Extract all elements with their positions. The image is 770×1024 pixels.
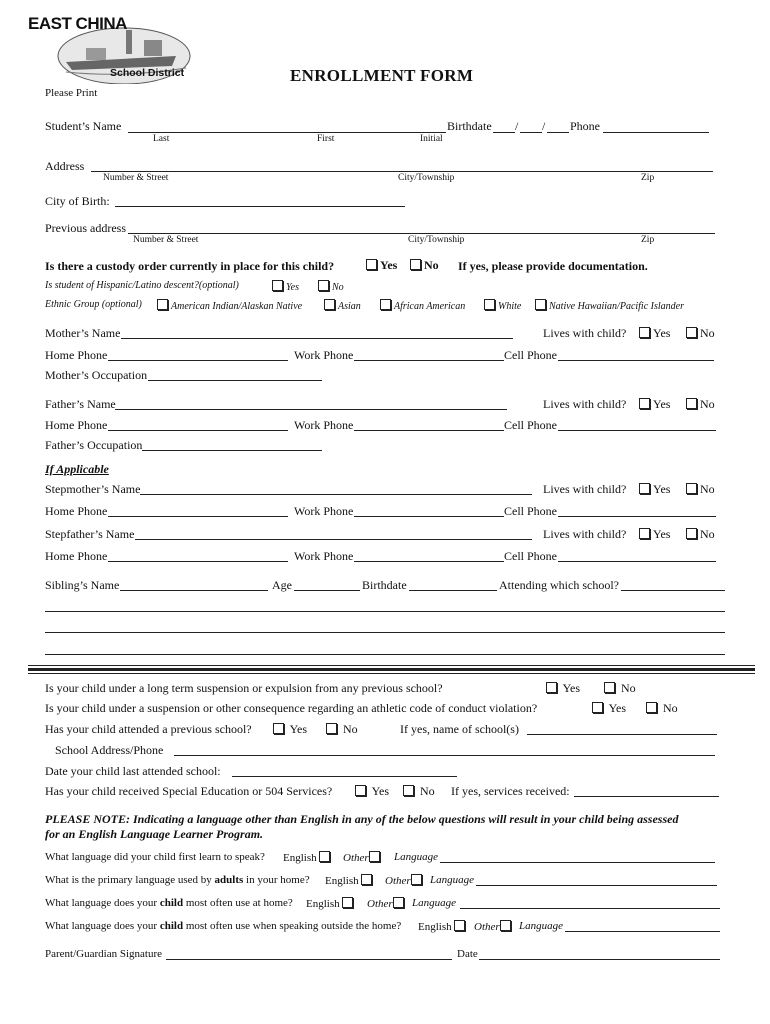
services-received-field[interactable]: [574, 796, 719, 797]
stepmother-name-field[interactable]: [140, 494, 532, 495]
birthdate-label: Birthdate: [447, 119, 492, 133]
lives-with-label: Lives with child?: [543, 326, 627, 340]
english-option[interactable]: English: [306, 897, 356, 910]
stepfather-lives-yes-option[interactable]: Yes: [639, 527, 670, 542]
last-attended-label: Date your child last attended school:: [45, 764, 221, 778]
stepmother-lives-no-option[interactable]: No: [686, 482, 715, 497]
sub-label-first: First: [317, 134, 335, 144]
sub-label-zip: Zip: [641, 235, 655, 245]
checkbox-icon[interactable]: [403, 785, 414, 796]
father-home-phone-field[interactable]: [108, 430, 288, 431]
checkbox-icon[interactable]: [342, 897, 353, 908]
work-phone-label: Work Phone: [294, 504, 354, 518]
sibling-age-field[interactable]: [294, 590, 360, 591]
hispanic-yes-option[interactable]: Yes: [272, 280, 299, 293]
father-lives-no-option[interactable]: No: [686, 397, 715, 412]
language-label: Language: [394, 851, 438, 863]
custody-note: If yes, please provide documentation.: [458, 259, 648, 273]
other-option[interactable]: Other: [385, 874, 425, 887]
cell-phone-label: Cell Phone: [504, 504, 557, 518]
sibling-line-field[interactable]: [45, 611, 725, 612]
father-name-field[interactable]: [115, 409, 507, 410]
language-adults-field[interactable]: [476, 885, 717, 886]
checkbox-icon[interactable]: [272, 280, 283, 291]
city-of-birth-label: City of Birth:: [45, 194, 110, 208]
birthdate-month-field[interactable]: [493, 132, 515, 133]
suspension-yes-option[interactable]: Yes: [546, 681, 580, 696]
previous-school-no-option[interactable]: No: [326, 722, 358, 737]
signature-date-field[interactable]: [479, 959, 720, 960]
mother-lives-no-option[interactable]: No: [686, 326, 715, 341]
ethnic-group-label: Ethnic Group (optional): [45, 299, 142, 310]
stepfather-home-phone-field[interactable]: [108, 561, 288, 562]
ethnic-option-white[interactable]: White: [484, 299, 521, 312]
checkbox-icon[interactable]: [604, 682, 615, 693]
checkbox-icon[interactable]: [686, 398, 697, 409]
father-name-label: Father’s Name: [45, 397, 116, 411]
student-name-label: Student’s Name: [45, 119, 122, 133]
cell-phone-label: Cell Phone: [504, 549, 557, 563]
language-label: Language: [519, 920, 563, 932]
sibling-line-field[interactable]: [45, 654, 725, 655]
lives-with-label: Lives with child?: [543, 397, 627, 411]
special-ed-no-option[interactable]: No: [403, 784, 435, 799]
stepfather-work-phone-field[interactable]: [354, 561, 504, 562]
father-work-phone-field[interactable]: [354, 430, 504, 431]
stepfather-cell-phone-field[interactable]: [558, 561, 716, 562]
language-question-adults: What is the primary language used by adults in your home?: [45, 874, 310, 886]
previous-school-question: Has your child attended a previous school?: [45, 722, 252, 736]
sub-label-street: Number & Street: [103, 173, 169, 183]
sub-label-zip: Zip: [641, 173, 655, 183]
sibling-birthdate-field[interactable]: [409, 590, 497, 591]
cell-phone-label: Cell Phone: [504, 348, 557, 362]
signature-date-label: Date: [457, 948, 478, 960]
stepmother-name-label: Stepmother’s Name: [45, 482, 141, 496]
section-divider: [28, 668, 755, 671]
if-yes-school-label: If yes, name of school(s): [400, 722, 519, 736]
mother-occupation-label: Mother’s Occupation: [45, 368, 148, 382]
checkbox-icon[interactable]: [639, 327, 650, 338]
home-phone-label: Home Phone: [45, 504, 108, 518]
sub-label-street: Number & Street: [133, 235, 199, 245]
other-option[interactable]: Other: [474, 920, 514, 933]
district-logo: [26, 12, 201, 84]
athletic-question: Is your child under a suspension or other consequence regarding an athletic code of conduct violation?: [45, 701, 538, 715]
checkbox-icon[interactable]: [500, 920, 511, 931]
stepmother-cell-phone-field[interactable]: [558, 516, 716, 517]
signature-label: Parent/Guardian Signature: [45, 948, 162, 960]
school-address-label: School Address/Phone: [55, 743, 164, 757]
checkbox-icon[interactable]: [366, 259, 377, 270]
stepmother-home-phone-field[interactable]: [108, 516, 288, 517]
checkbox-icon[interactable]: [686, 483, 697, 494]
please-print-note: Please Print: [45, 87, 98, 99]
language-label: Language: [430, 874, 474, 886]
checkbox-icon[interactable]: [646, 702, 657, 713]
logo-top-text: EAST CHINA: [28, 14, 127, 33]
language-first-field[interactable]: [440, 862, 715, 863]
phone-label: Phone: [570, 119, 600, 133]
cell-phone-label: Cell Phone: [504, 418, 557, 432]
if-applicable-heading: If Applicable: [45, 462, 109, 476]
address-label: Address: [45, 159, 85, 173]
checkbox-icon[interactable]: [639, 398, 650, 409]
sibling-birthdate-label: Birthdate: [362, 578, 407, 592]
student-phone-field[interactable]: [603, 132, 709, 133]
language-label: Language: [412, 897, 456, 909]
previous-address-label: Previous address: [45, 221, 126, 235]
sub-label-last: Last: [153, 134, 170, 144]
checkbox-icon[interactable]: [454, 920, 465, 931]
checkbox-icon[interactable]: [369, 851, 380, 862]
school-address-field[interactable]: [174, 755, 715, 756]
work-phone-label: Work Phone: [294, 549, 354, 563]
ethnic-option-asian[interactable]: Asian: [324, 299, 361, 312]
mother-occupation-field[interactable]: [148, 380, 322, 381]
checkbox-icon[interactable]: [319, 851, 330, 862]
checkbox-icon[interactable]: [361, 874, 372, 885]
stepmother-work-phone-field[interactable]: [354, 516, 504, 517]
language-note-line2: for an English Language Learner Program.: [45, 827, 264, 841]
father-occupation-field[interactable]: [142, 450, 322, 451]
special-ed-yes-option[interactable]: Yes: [355, 784, 389, 799]
sibling-name-label: Sibling’s Name: [45, 578, 120, 592]
lives-with-label: Lives with child?: [543, 527, 627, 541]
section-divider: [28, 665, 755, 666]
city-of-birth-field[interactable]: [115, 206, 405, 207]
ethnic-option-african-american[interactable]: African American: [380, 299, 465, 312]
other-option[interactable]: Other: [367, 897, 407, 910]
date-slash: /: [515, 119, 519, 133]
checkbox-icon[interactable]: [546, 682, 557, 693]
work-phone-label: Work Phone: [294, 348, 354, 362]
athletic-yes-option[interactable]: Yes: [592, 701, 626, 716]
mother-name-label: Mother’s Name: [45, 326, 121, 340]
mother-home-phone-field[interactable]: [108, 360, 288, 361]
father-cell-phone-field[interactable]: [558, 430, 716, 431]
stepmother-lives-yes-option[interactable]: Yes: [639, 482, 670, 497]
work-phone-label: Work Phone: [294, 418, 354, 432]
language-question-first: What language did your child first learn to speak?: [45, 851, 265, 863]
suspension-question: Is your child under a long term suspension or expulsion from any previous school?: [45, 681, 443, 695]
if-yes-services-label: If yes, services received:: [451, 784, 570, 798]
language-child-home-field[interactable]: [460, 908, 720, 909]
checkbox-icon[interactable]: [639, 483, 650, 494]
sibling-name-field[interactable]: [120, 590, 268, 591]
home-phone-label: Home Phone: [45, 348, 108, 362]
sibling-age-label: Age: [272, 578, 292, 592]
checkbox-icon[interactable]: [318, 280, 329, 291]
english-option[interactable]: English: [283, 851, 333, 864]
checkbox-icon[interactable]: [355, 785, 366, 796]
home-phone-label: Home Phone: [45, 418, 108, 432]
checkbox-icon[interactable]: [326, 723, 337, 734]
section-divider: [28, 673, 755, 674]
lives-with-label: Lives with child?: [543, 482, 627, 496]
checkbox-icon[interactable]: [592, 702, 603, 713]
birthdate-year-field[interactable]: [547, 132, 569, 133]
custody-yes-option[interactable]: Yes: [366, 258, 397, 273]
sibling-school-label: Attending which school?: [499, 578, 619, 592]
sub-label-city: City/Township: [408, 235, 465, 245]
hispanic-no-option[interactable]: No: [318, 280, 344, 293]
checkbox-icon[interactable]: [535, 299, 546, 310]
stepfather-name-label: Stepfather’s Name: [45, 527, 135, 541]
sub-label-initial: Initial: [420, 134, 443, 144]
custody-question: Is there a custody order currently in place for this child?: [45, 259, 335, 273]
language-note-line1: PLEASE NOTE: Indicating a language other than English in any of the below questions will result in your child being assessed: [45, 812, 679, 826]
checkbox-icon[interactable]: [686, 327, 697, 338]
sibling-school-field[interactable]: [621, 590, 725, 591]
stepfather-name-field[interactable]: [135, 539, 532, 540]
page-title: ENROLLMENT FORM: [290, 66, 474, 85]
other-option[interactable]: Other: [343, 851, 383, 864]
athletic-no-option[interactable]: No: [646, 701, 678, 716]
special-ed-question: Has your child received Special Education or 504 Services?: [45, 784, 333, 798]
address-field[interactable]: [91, 171, 713, 172]
checkbox-icon[interactable]: [686, 528, 697, 539]
sibling-line-field[interactable]: [45, 632, 725, 633]
hispanic-question: Is student of Hispanic/Latino descent?(optional): [45, 280, 239, 291]
checkbox-icon[interactable]: [410, 259, 421, 270]
previous-address-field[interactable]: [128, 233, 715, 234]
stepfather-lives-no-option[interactable]: No: [686, 527, 715, 542]
sub-label-city: City/Township: [398, 173, 455, 183]
signature-field[interactable]: [166, 959, 452, 960]
home-phone-label: Home Phone: [45, 549, 108, 563]
ethnic-option-american-indian[interactable]: American Indian/Alaskan Native: [157, 299, 302, 312]
checkbox-icon[interactable]: [380, 299, 391, 310]
last-attended-field[interactable]: [232, 776, 457, 777]
mother-lives-yes-option[interactable]: Yes: [639, 326, 670, 341]
date-slash: /: [542, 119, 546, 133]
previous-school-name-field[interactable]: [527, 734, 717, 735]
custody-no-option[interactable]: No: [410, 258, 439, 273]
checkbox-icon[interactable]: [393, 897, 404, 908]
checkbox-icon[interactable]: [639, 528, 650, 539]
language-question-child-outside: What language does your child most often use when speaking outside the home?: [45, 920, 402, 932]
checkbox-icon[interactable]: [157, 299, 168, 310]
father-lives-yes-option[interactable]: Yes: [639, 397, 670, 412]
mother-cell-phone-field[interactable]: [558, 360, 714, 361]
language-question-child-home: What language does your child most often use at home?: [45, 897, 293, 909]
checkbox-icon[interactable]: [273, 723, 284, 734]
mother-work-phone-field[interactable]: [354, 360, 504, 361]
checkbox-icon[interactable]: [484, 299, 495, 310]
logo-bottom-text: School District: [110, 67, 185, 79]
checkbox-icon[interactable]: [411, 874, 422, 885]
mother-name-field[interactable]: [121, 338, 513, 339]
ethnic-option-native-hawaiian[interactable]: Native Hawaiian/Pacific Islander: [535, 299, 684, 312]
english-option[interactable]: English: [418, 920, 468, 933]
previous-school-yes-option[interactable]: Yes: [273, 722, 307, 737]
student-name-field[interactable]: [128, 132, 446, 133]
checkbox-icon[interactable]: [324, 299, 335, 310]
language-child-outside-field[interactable]: [565, 931, 720, 932]
father-occupation-label: Father’s Occupation: [45, 438, 143, 452]
birthdate-day-field[interactable]: [520, 132, 542, 133]
english-option[interactable]: English: [325, 874, 375, 887]
suspension-no-option[interactable]: No: [604, 681, 636, 696]
